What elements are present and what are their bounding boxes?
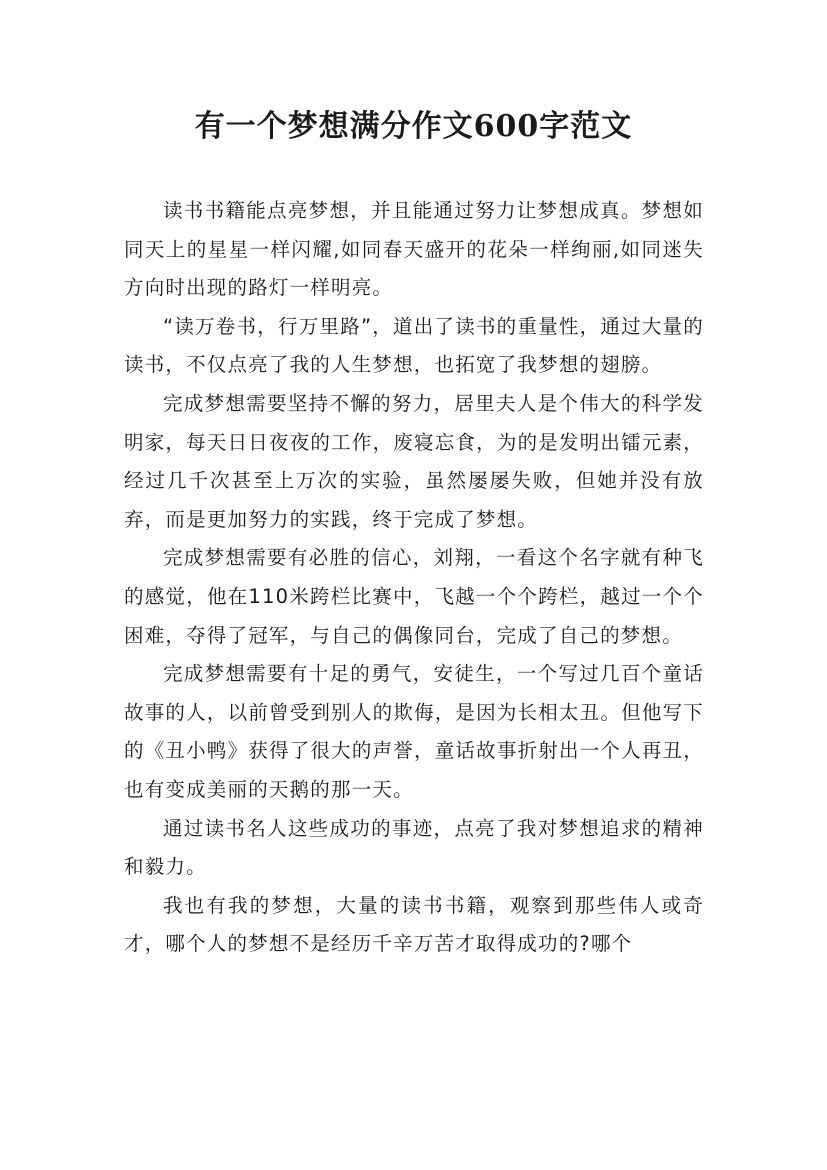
paragraph: 读书书籍能点亮梦想，并且能通过努力让梦想成真。梦想如同天上的星星一样闪耀,如同春天盛开的花朵一样绚丽,如同迷失方向时出现的路灯一样明亮。	[124, 199, 704, 300]
document-title: 有一个梦想满分作文600字范文	[194, 109, 633, 144]
paragraph: 完成梦想需要有必胜的信心，刘翔，一看这个名字就有种飞的感觉，他在110米跨栏比赛中，飞越一个个跨栏，越过一个个困难，夺得了冠军，与自己的偶像同台，完成了自己的梦想。	[124, 546, 704, 647]
paragraph: 我也有我的梦想，大量的读书书籍，观察到那些伟人或奇才，哪个人的梦想不是经历千辛万苦才取得成功的?哪个	[124, 893, 704, 956]
paragraph: 完成梦想需要坚持不懈的努力，居里夫人是个伟大的科学发明家，每天日日夜夜的工作，废寝忘食，为的是发明出镭元素，经过几千次甚至上万次的实验，虽然屡屡失败，但她并没有放弃，而是更加努力的实践，终于完成了梦想。	[124, 391, 704, 531]
paragraph: 通过读书名人这些成功的事迹，点亮了我对梦想追求的精神和毅力。	[124, 816, 704, 879]
paragraph: 完成梦想需要有十足的勇气，安徒生，一个写过几百个童话故事的人，以前曾受到别人的欺侮，是因为长相太丑。但他写下的《丑小鸭》获得了很大的声誉，童话故事折射出一个人再丑，也有变成美丽的天鹅的那一天。	[124, 662, 704, 801]
paragraph: “读万卷书，行万里路”，道出了读书的重量性，通过大量的读书，不仅点亮了我的人生梦想，也拓宽了我梦想的翅膀。	[124, 314, 704, 377]
document-body	[124, 192, 704, 964]
